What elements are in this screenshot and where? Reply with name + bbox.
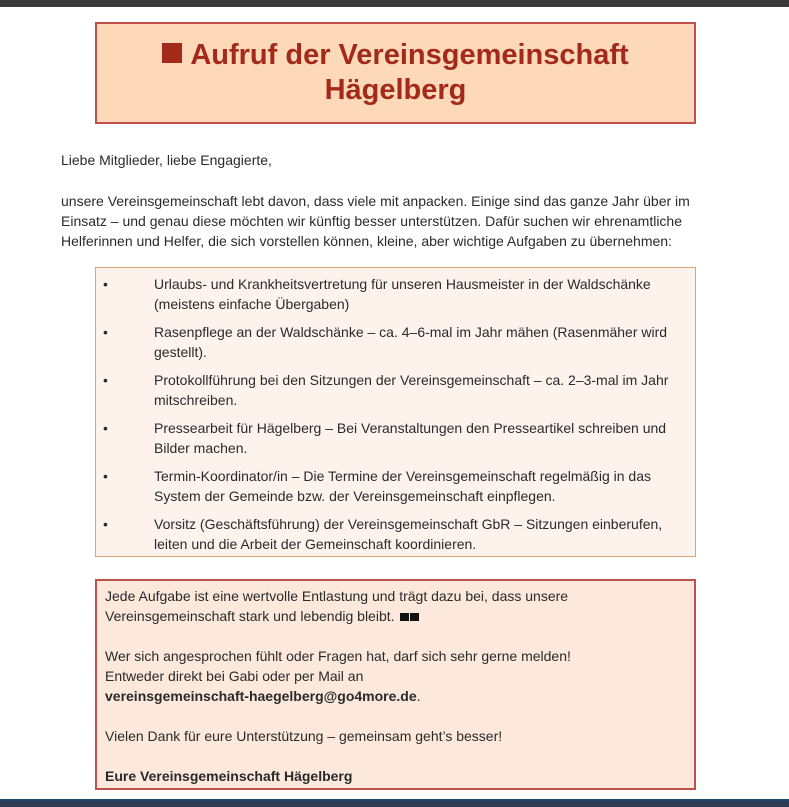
contact-line: Wer sich angesprochen fühlt oder Fragen hat, darf sich sehr gerne melden! [105, 648, 571, 664]
email-suffix: . [416, 688, 421, 704]
task-list [95, 267, 696, 557]
list-item [96, 418, 695, 460]
contact-line [105, 666, 686, 686]
bullet-icon: • [103, 516, 108, 532]
bullet-icon: • [103, 372, 108, 388]
email-address: vereinsgemeinschaft-haegelberg@go4more.de [105, 688, 417, 704]
task-text: Vorsitz (Geschäftsführung) der Vereinsgemeinschaft GbR – Sitzungen einberufen, leiten und die Arbeit der Gemeinschaft koordinieren. [154, 516, 663, 552]
email-line [105, 686, 686, 706]
page-title [97, 38, 694, 108]
bullet-icon: • [103, 420, 108, 436]
bullet-icon: • [103, 324, 108, 340]
list-item [96, 466, 695, 508]
bullet-icon: • [103, 276, 108, 292]
bullet-icon: • [103, 468, 108, 484]
list-item [96, 322, 695, 364]
closing-note-box [95, 579, 696, 790]
task-text: Protokollführung bei den Sitzungen der Vereinsgemeinschaft – ca. 2–3-mal im Jahr mitschreiben. [154, 372, 669, 408]
title-text: Aufruf der Vereinsgemeinschaft Hägelberg [190, 39, 629, 106]
signature-line [105, 766, 686, 786]
list-item [96, 370, 695, 412]
title-box [95, 22, 696, 124]
note-paragraph [105, 586, 686, 626]
viewer-top-bar [0, 0, 789, 7]
task-text: Urlaubs- und Krankheitsvertretung für unseren Hausmeister in der Waldschänke (meistens einfache Übergaben) [154, 276, 651, 312]
task-text: Rasenpflege an der Waldschänke – ca. 4–6-mal im Jahr mähen (Rasenmäher wird gestellt). [154, 324, 668, 360]
task-text: Termin-Koordinator/in – Die Termine der Vereinsgemeinschaft regelmäßig in das System der Gemeinde bzw. der Vereinsgemeinschaft einpflegen. [154, 468, 651, 504]
note-text: Jede Aufgabe ist eine wertvolle Entlastung und trägt dazu bei, dass unsere Vereinsgemeinschaft stark und lebendig bleibt. [105, 588, 569, 624]
greeting: Liebe Mitglieder, liebe Engagierte, [61, 152, 272, 168]
intro-paragraph: unsere Vereinsgemeinschaft lebt davon, dass viele mit anpacken. Einige sind das ganze Jahr über im Einsatz – und genau diese möchten wir künftig besser unterstützen. Dafür suchen wir ehrenamtliche Helferinnen und Helfer, die sich vorstellen können, kleine, aber wichtige Aufgaben zu übernehmen: [61, 193, 690, 249]
task-text: Pressearbeit für Hägelberg – Bei Veranstaltungen den Presseartikel schreiben und Bilder machen. [154, 420, 667, 456]
square-icon [400, 613, 420, 621]
contact-text: Entweder direkt bei Gabi oder per Mail an [105, 668, 364, 684]
square-icon [162, 43, 182, 63]
list-item [96, 514, 695, 556]
signature: Eure Vereinsgemeinschaft Hägelberg [105, 768, 353, 784]
viewer-bottom-bar [0, 799, 789, 807]
list-item [96, 274, 695, 316]
thanks-line: Vielen Dank für eure Unterstützung – gemeinsam geht’s besser! [105, 728, 503, 744]
